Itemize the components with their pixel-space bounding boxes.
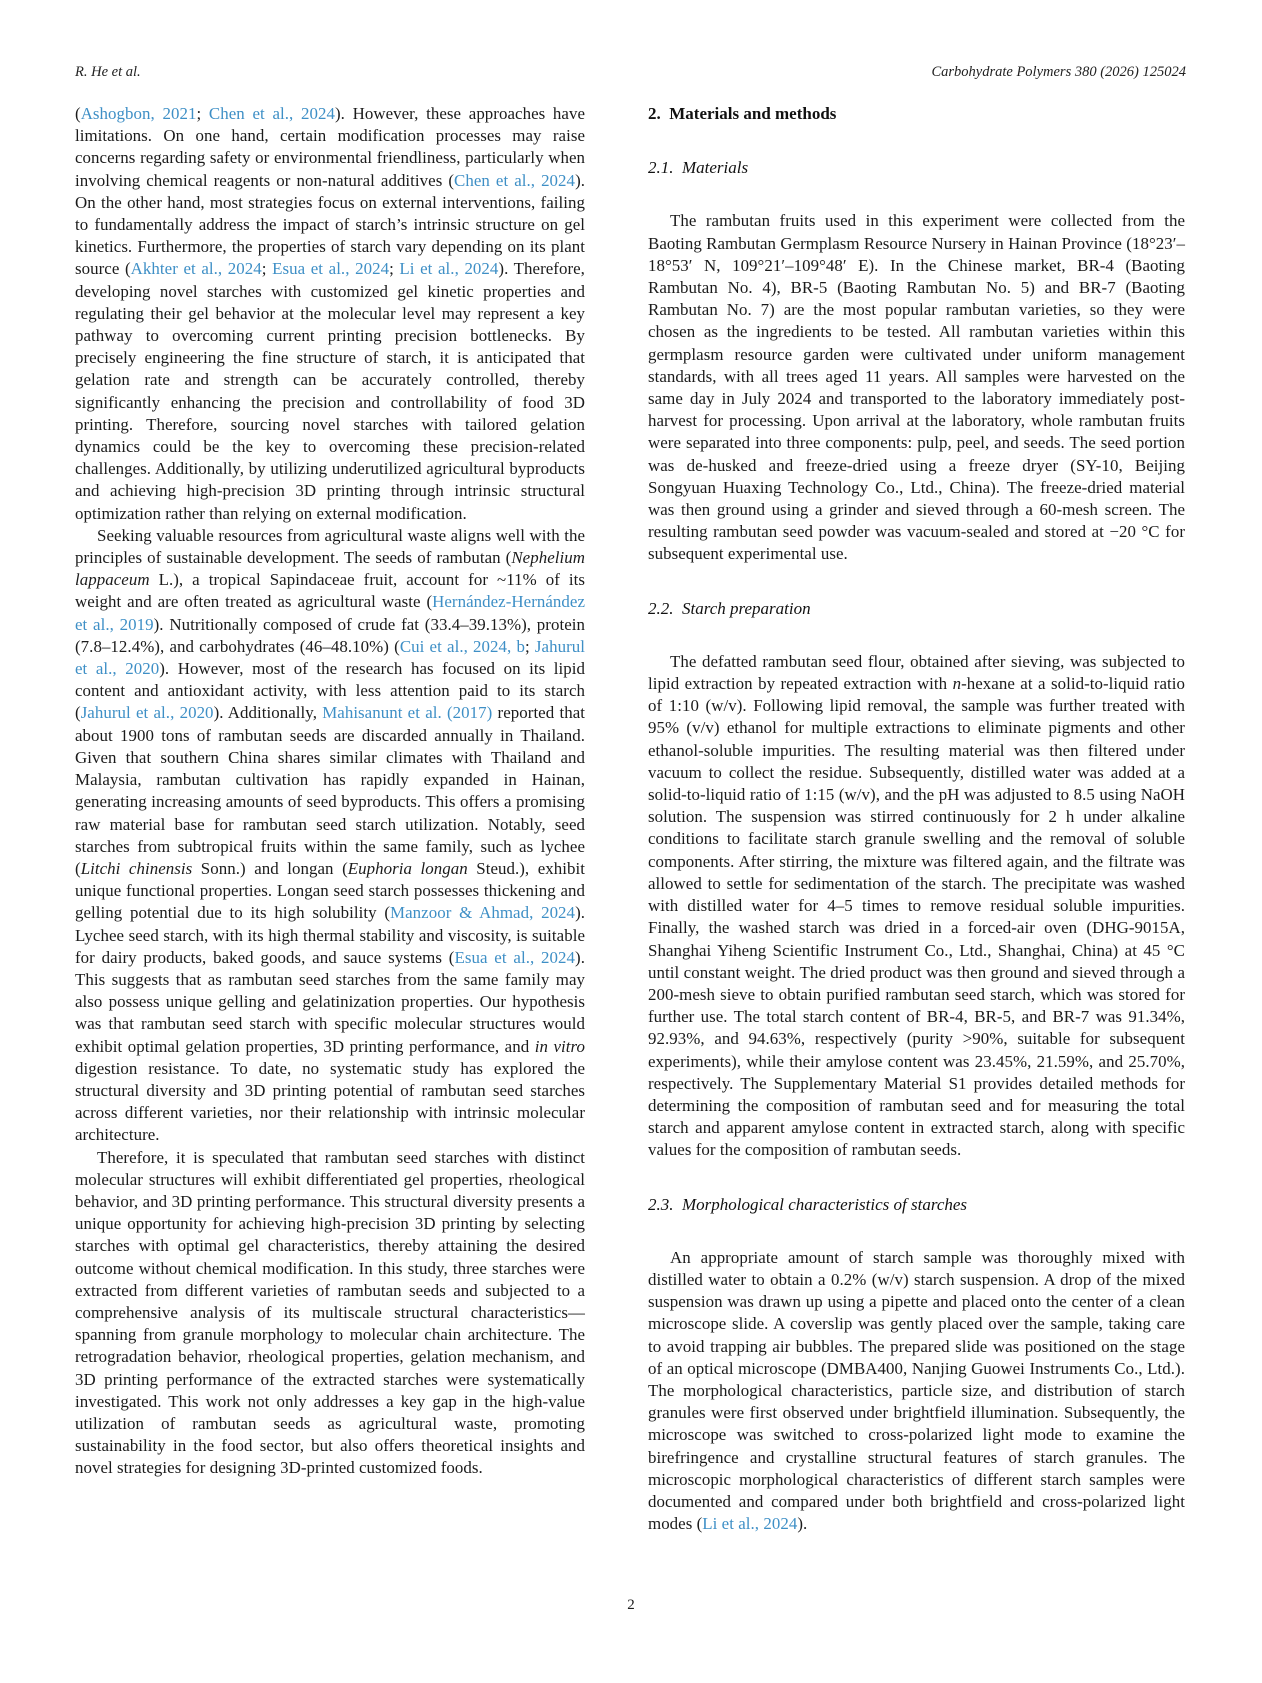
citation-link[interactable]: Cui et al., 2024, b: [399, 636, 525, 656]
subsection-heading: 2.1. Materials: [648, 158, 749, 178]
citation-link[interactable]: Jahurul et al., 2020: [80, 703, 214, 723]
text-run: ;: [389, 259, 400, 279]
page-number: 2: [627, 1597, 635, 1613]
left-column: [75, 101, 585, 1480]
text-run: -hexane at a solid-to-liquid ratio of 1:10 (w/v). Following lipid removal, the sample was further treated with 95% (v/v) ethanol for multiple extractions to eliminate pigments and other ethanol-soluble impurities. The resulting material was then filtered under vacuum to collect the residue. Subsequently, distilled water was added at a solid-to-liquid ratio of 1:15 (w/v), and the pH was adjusted to 8.5 using NaOH solution. The suspension was stirred continuously for 2 h under alkaline conditions to facilitate starch granule swelling and the removal of soluble components. After stirring, the mixture was filtered again, and the filtrate was allowed to settle for sedimentation of the starch. The precipitate was washed with distilled water for 4–5 times to remove residual soluble impurities. Finally, the washed starch was dried in a forced-air oven (DHG-9015A, Shanghai Yiheng Scientific Instrument Co., Ltd., Shanghai, China) at 45 °C until constant weight. The dried product was then ground and sieved through a 200-mesh sieve to obtain purified rambutan seed starch, which was stored for further use. The total starch content of BR-4, BR-5, and BR-7 was 91.34%, 92.93%, and 94.63%, respectively (purity >90%, suitable for subsequent experiments), while their amylose content was 23.45%, 21.59%, and 25.70%, respectively. The Supplementary Material S1 provides detailed methods for determining the composition of rambutan seed and for measuring the total starch and apparent amylose content in extracted starch, along with specific values for the composition of rambutan seeds.: [648, 674, 1185, 1160]
running-header: [75, 64, 1186, 81]
citation-link[interactable]: Chen et al., 2024: [454, 170, 576, 190]
section-heading: 2. Materials and methods: [648, 104, 837, 123]
text-run: Therefore, it is speculated that rambutan seed starches with distinct molecular structures will exhibit differentiated gel properties, rheological behavior, and 3D printing performance. This structural diversity presents a unique opportunity for achieving high-precision 3D printing by selecting starches with optimal gel characteristics, thereby attaining the desired outcome without chemical modification. In this study, three starches were extracted from different varieties of rambutan seeds and subjected to a comprehensive analysis of its multiscale structural characteristics—spanning from granule morphology to molecular chain architecture. The retrogradation behavior, rheological properties, gelation mechanism, and 3D printing performance of the extracted starches were systematically investigated. This work not only addresses a key gap in the high-value utilization of rambutan seeds as agricultural waste, promoting sustainability in the food sector, but also offers theoretical insights and novel strategies for designing 3D-printed customized foods.: [75, 1147, 585, 1478]
subsection-heading: 2.3. Morphological characteristics of starches: [648, 1194, 968, 1214]
text-run: L.), a tropical Sapindaceae fruit, account for ~11% of its weight and are often treated as agricultural waste (: [75, 570, 585, 612]
text-run: An appropriate amount of starch sample was thoroughly mixed with distilled water to obtain a 0.2% (w/v) starch suspension. A drop of the mixed suspension was drawn up using a pipette and placed onto the center of a clean microscope slide. A coverslip was gently placed over the sample, taking care to avoid trapping air bubbles. The prepared slide was positioned on the stage of an optical microscope (DMBA400, Nanjing Guowei Instruments Co., Ltd.). The morphological characteristics, particle size, and distribution of starch granules were first observed under brightfield illumination. Subsequently, the microscope was switched to cross-polarized light mode to examine the birefringence and crystalline structural features of starch granules. The microscopic morphological characteristics of different starch samples were documented and compared under both brightfield and cross-polarized light modes (: [648, 1247, 1185, 1534]
citation-link[interactable]: Li et al., 2024: [399, 259, 499, 279]
citation-link[interactable]: Li et al., 2024: [702, 1514, 798, 1534]
text-run: Seeking valuable resources from agricultural waste aligns well with the principles of sustainable development. The seeds of rambutan (: [75, 525, 585, 568]
citation-link[interactable]: Ashogbon, 2021: [80, 104, 197, 123]
citation-link[interactable]: Hernández-Hernández et al., 2019: [75, 592, 585, 634]
paragraph: [75, 1147, 585, 1480]
right-column: [648, 101, 1185, 1535]
running-author: R. He et al.: [75, 64, 141, 80]
italic-term: in vitro: [534, 1036, 585, 1056]
journal-citation: Carbohydrate Polymers 380 (2026) 125024: [931, 64, 1186, 80]
citation-link[interactable]: Chen et al., 2024: [208, 104, 335, 123]
citation-link[interactable]: Jahurul et al., 2020: [75, 636, 585, 679]
text-run: ). Additionally,: [213, 703, 323, 723]
citation-link[interactable]: Esua et al., 2024: [454, 947, 576, 967]
text-run: ;: [524, 636, 535, 656]
text-run: reported that about 1900 tons of rambutan seeds are discarded annually in Thailand. Given that southern China shares similar climates with Thailand and Malaysia, rambutan cultivation has rapidly expanded in Hainan, generating increasing amounts of seed byproducts. This offers a promising raw material base for rambutan seed starch utilization. Notably, seed starches from subtropical fruits within the same family, such as lychee (: [75, 703, 585, 878]
italic-term: n: [952, 674, 962, 694]
paragraph: [75, 103, 585, 525]
paragraph: [648, 651, 1185, 1162]
text-run: ). Therefore, developing novel starches with customized gel kinetic properties and regulating their gel behavior at the molecular level may represent a key pathway to overcoming current printing precision bottlenecks. By precisely engineering the fine structure of starch, it is anticipated that gelation rate and strength can be accurately controlled, thereby significantly enhancing the precision and controllability of food 3D printing. Therefore, sourcing novel starches with tailored gelation dynamics could be the key to overcoming these precision-related challenges. Additionally, by utilizing underutilized agricultural byproducts and achieving high-precision 3D printing through intrinsic structural optimization rather than relying on external modification.: [75, 259, 585, 523]
citation-link[interactable]: Akhter et al., 2024: [130, 259, 262, 279]
citation-link[interactable]: Manzoor & Ahmad, 2024: [390, 903, 576, 923]
text-run: ). However, these approaches have limitations. On one hand, certain modification processes may raise concerns regarding safety or environmental friendliness, particularly when involving chemical reagents or non-natural additives (: [75, 104, 586, 190]
text-run: ). However, most of the research has focused on its lipid content and antioxidant activity, with less attention paid to its starch (: [75, 659, 585, 723]
italic-term: Litchi chinensis: [80, 858, 193, 878]
paragraph: [75, 525, 585, 1147]
text-run: Steud.), exhibit unique functional properties. Longan seed starch possesses thickening and gelling potential due to its high solubility (: [75, 858, 585, 923]
text-run: ). Nutritionally composed of crude fat (33.4–39.13%), protein (7.8–12.4%), and carbohydrates (46–48.10%) (: [75, 614, 585, 656]
two-column-body: [75, 101, 1185, 1535]
italic-term: Nephelium lappaceum: [75, 548, 585, 590]
text-run: The defatted rambutan seed flour, obtained after sieving, was subjected to lipid extraction by repeated extraction with: [648, 651, 1185, 694]
citation-link[interactable]: Esua et al., 2024: [272, 259, 390, 279]
paragraph: [648, 210, 1185, 565]
text-run: ;: [261, 259, 273, 279]
text-run: (: [75, 104, 81, 123]
text-run: ). Lychee seed starch, with its high thermal stability and viscosity, is suitable for dairy products, baked goods, and sauce systems (: [75, 903, 586, 967]
text-run: ;: [196, 104, 209, 123]
italic-term: Euphoria longan: [347, 858, 468, 878]
text-run: The rambutan fruits used in this experiment were collected from the Baoting Rambutan Germplasm Resource Nursery in Hainan Province (18°23′–18°53′ N, 109°21′–109°48′ E). In the Chinese market, BR-4 (Baoting Rambutan No. 4), BR-5 (Baoting Rambutan No. 5) and BR-7 (Baoting Rambutan No. 7) are the most popular rambutan varieties, so they were chosen as the ingredients to be tested. All rambutan varieties within this germplasm resource garden were cultivated under uniform management standards, with all trees aged 11 years. All samples were harvested on the same day in July 2024 and transported to the laboratory immediately post-harvest for processing. Upon arrival at the laboratory, whole rambutan fruits were separated into three components: pulp, peel, and seeds. The seed portion was de-husked and freeze-dried using a freeze dryer (SY-10, Beijing Songyuan Huaxing Technology Co., Ltd., China). The freeze-dried material was then ground using a grinder and sieved through a 60-mesh screen. The resulting rambutan seed powder was vacuum-sealed and stored at −20 °C for subsequent experimental use.: [648, 211, 1185, 564]
text-run: Sonn.) and longan (: [192, 858, 348, 878]
subsection-heading: 2.2. Starch preparation: [648, 598, 811, 618]
citation-link[interactable]: Mahisanunt et al. (2017): [322, 703, 493, 723]
text-run: ).: [797, 1514, 808, 1534]
paragraph: [648, 1247, 1185, 1536]
text-run: ). On the other hand, most strategies focus on external interventions, failing to fundamentally address the impact of starch’s intrinsic structure on gel kinetics. Furthermore, the properties of starch vary depending on its plant source (: [75, 170, 586, 279]
text-run: ). This suggests that as rambutan seed starches from the same family may also possess unique gelling and gelatinization properties. Our hypothesis was that rambutan seed starch with specific molecular structures would exhibit optimal gelation properties, 3D printing performance, and: [75, 947, 585, 1056]
text-run: digestion resistance. To date, no systematic study has explored the structural diversity and 3D printing potential of rambutan seed starches across different varieties, nor their relationship with intrinsic molecular architecture.: [75, 1058, 585, 1145]
